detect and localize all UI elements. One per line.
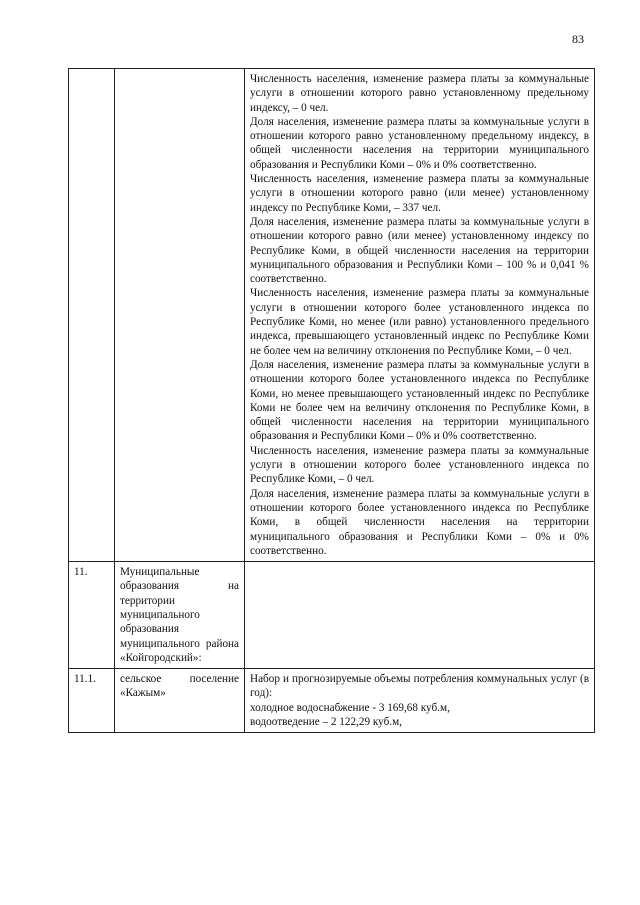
cell-number: 11.1. <box>69 669 115 733</box>
cell-number: 11. <box>69 562 115 669</box>
content-line: Набор и прогнозируемые объемы потребления коммунальных услуг (в год): <box>250 673 589 700</box>
paragraph: Доля населения, изменение размера платы за коммунальные услуги в отношении которого более установленного индекса по Республике Коми, в общей численности населения на территории муниципального образования и Республики Коми – 0% и 0% соответственно. <box>250 487 589 557</box>
cell-content <box>245 562 595 669</box>
cell-content <box>245 669 595 733</box>
table-row-11 <box>69 562 595 669</box>
paragraph: Численность населения, изменение размера платы за коммунальные услуги в отношении которого равно установленному предельному индексу, – 0 чел. <box>250 73 589 114</box>
cell-content <box>245 69 595 562</box>
table-row-11-1 <box>69 669 595 733</box>
table-row-continuation <box>69 69 595 562</box>
document-table <box>68 68 595 733</box>
cell-number <box>69 69 115 562</box>
paragraph: Численность населения, изменение размера платы за коммунальные услуги в отношении которого более установленного индекса по Республике Коми, но менее (или равно) установленного предельного индекса, превышающего установленный индекс по Республике Коми не более чем на величину отклонения по Республике Коми, – 0 чел. <box>250 287 589 357</box>
paragraph: Доля населения, изменение размера платы за коммунальные услуги в отношении которого более установленного индекса по Республике Коми, но менее превышающего установленный индекс по Республике Коми не более чем на величину отклонения по Республике Коми, в общей численности населения на территории муниципального образования и Республики Коми – 0% и 0% соответственно. <box>250 358 589 443</box>
page-number: 83 <box>572 32 584 46</box>
cell-name: Муниципальные образования на территории муниципального образования муниципального района «Койгородский»: <box>115 562 245 669</box>
content-line: холодное водоснабжение - 3 169,68 куб.м, <box>250 701 450 714</box>
cell-name <box>115 69 245 562</box>
paragraph: Доля населения, изменение размера платы за коммунальные услуги в отношении которого равно установленному предельному индексу, в общей численности населения на территории муниципального образования и Республики Коми – 0% и 0% соответственно. <box>250 115 589 171</box>
content-line: водоотведение – 2 122,29 куб.м, <box>250 716 402 729</box>
paragraph: Численность населения, изменение размера платы за коммунальные услуги в отношении которого более установленного индекса по Республике Коми, – 0 чел. <box>250 444 589 486</box>
cell-name: сельское поселение «Кажым» <box>115 669 245 733</box>
paragraph: Численность населения, изменение размера платы за коммунальные услуги в отношении которого равно (или менее) установленному индексу по Республике Коми, – 337 чел. <box>250 173 589 214</box>
paragraph: Доля населения, изменение размера платы за коммунальные услуги в отношении которого равно (или менее) установленному индексу по Республике Коми, в общей численности населения на территории муниципального образования и Республики Коми – 100 % и 0,041 % соответственно. <box>250 215 589 286</box>
